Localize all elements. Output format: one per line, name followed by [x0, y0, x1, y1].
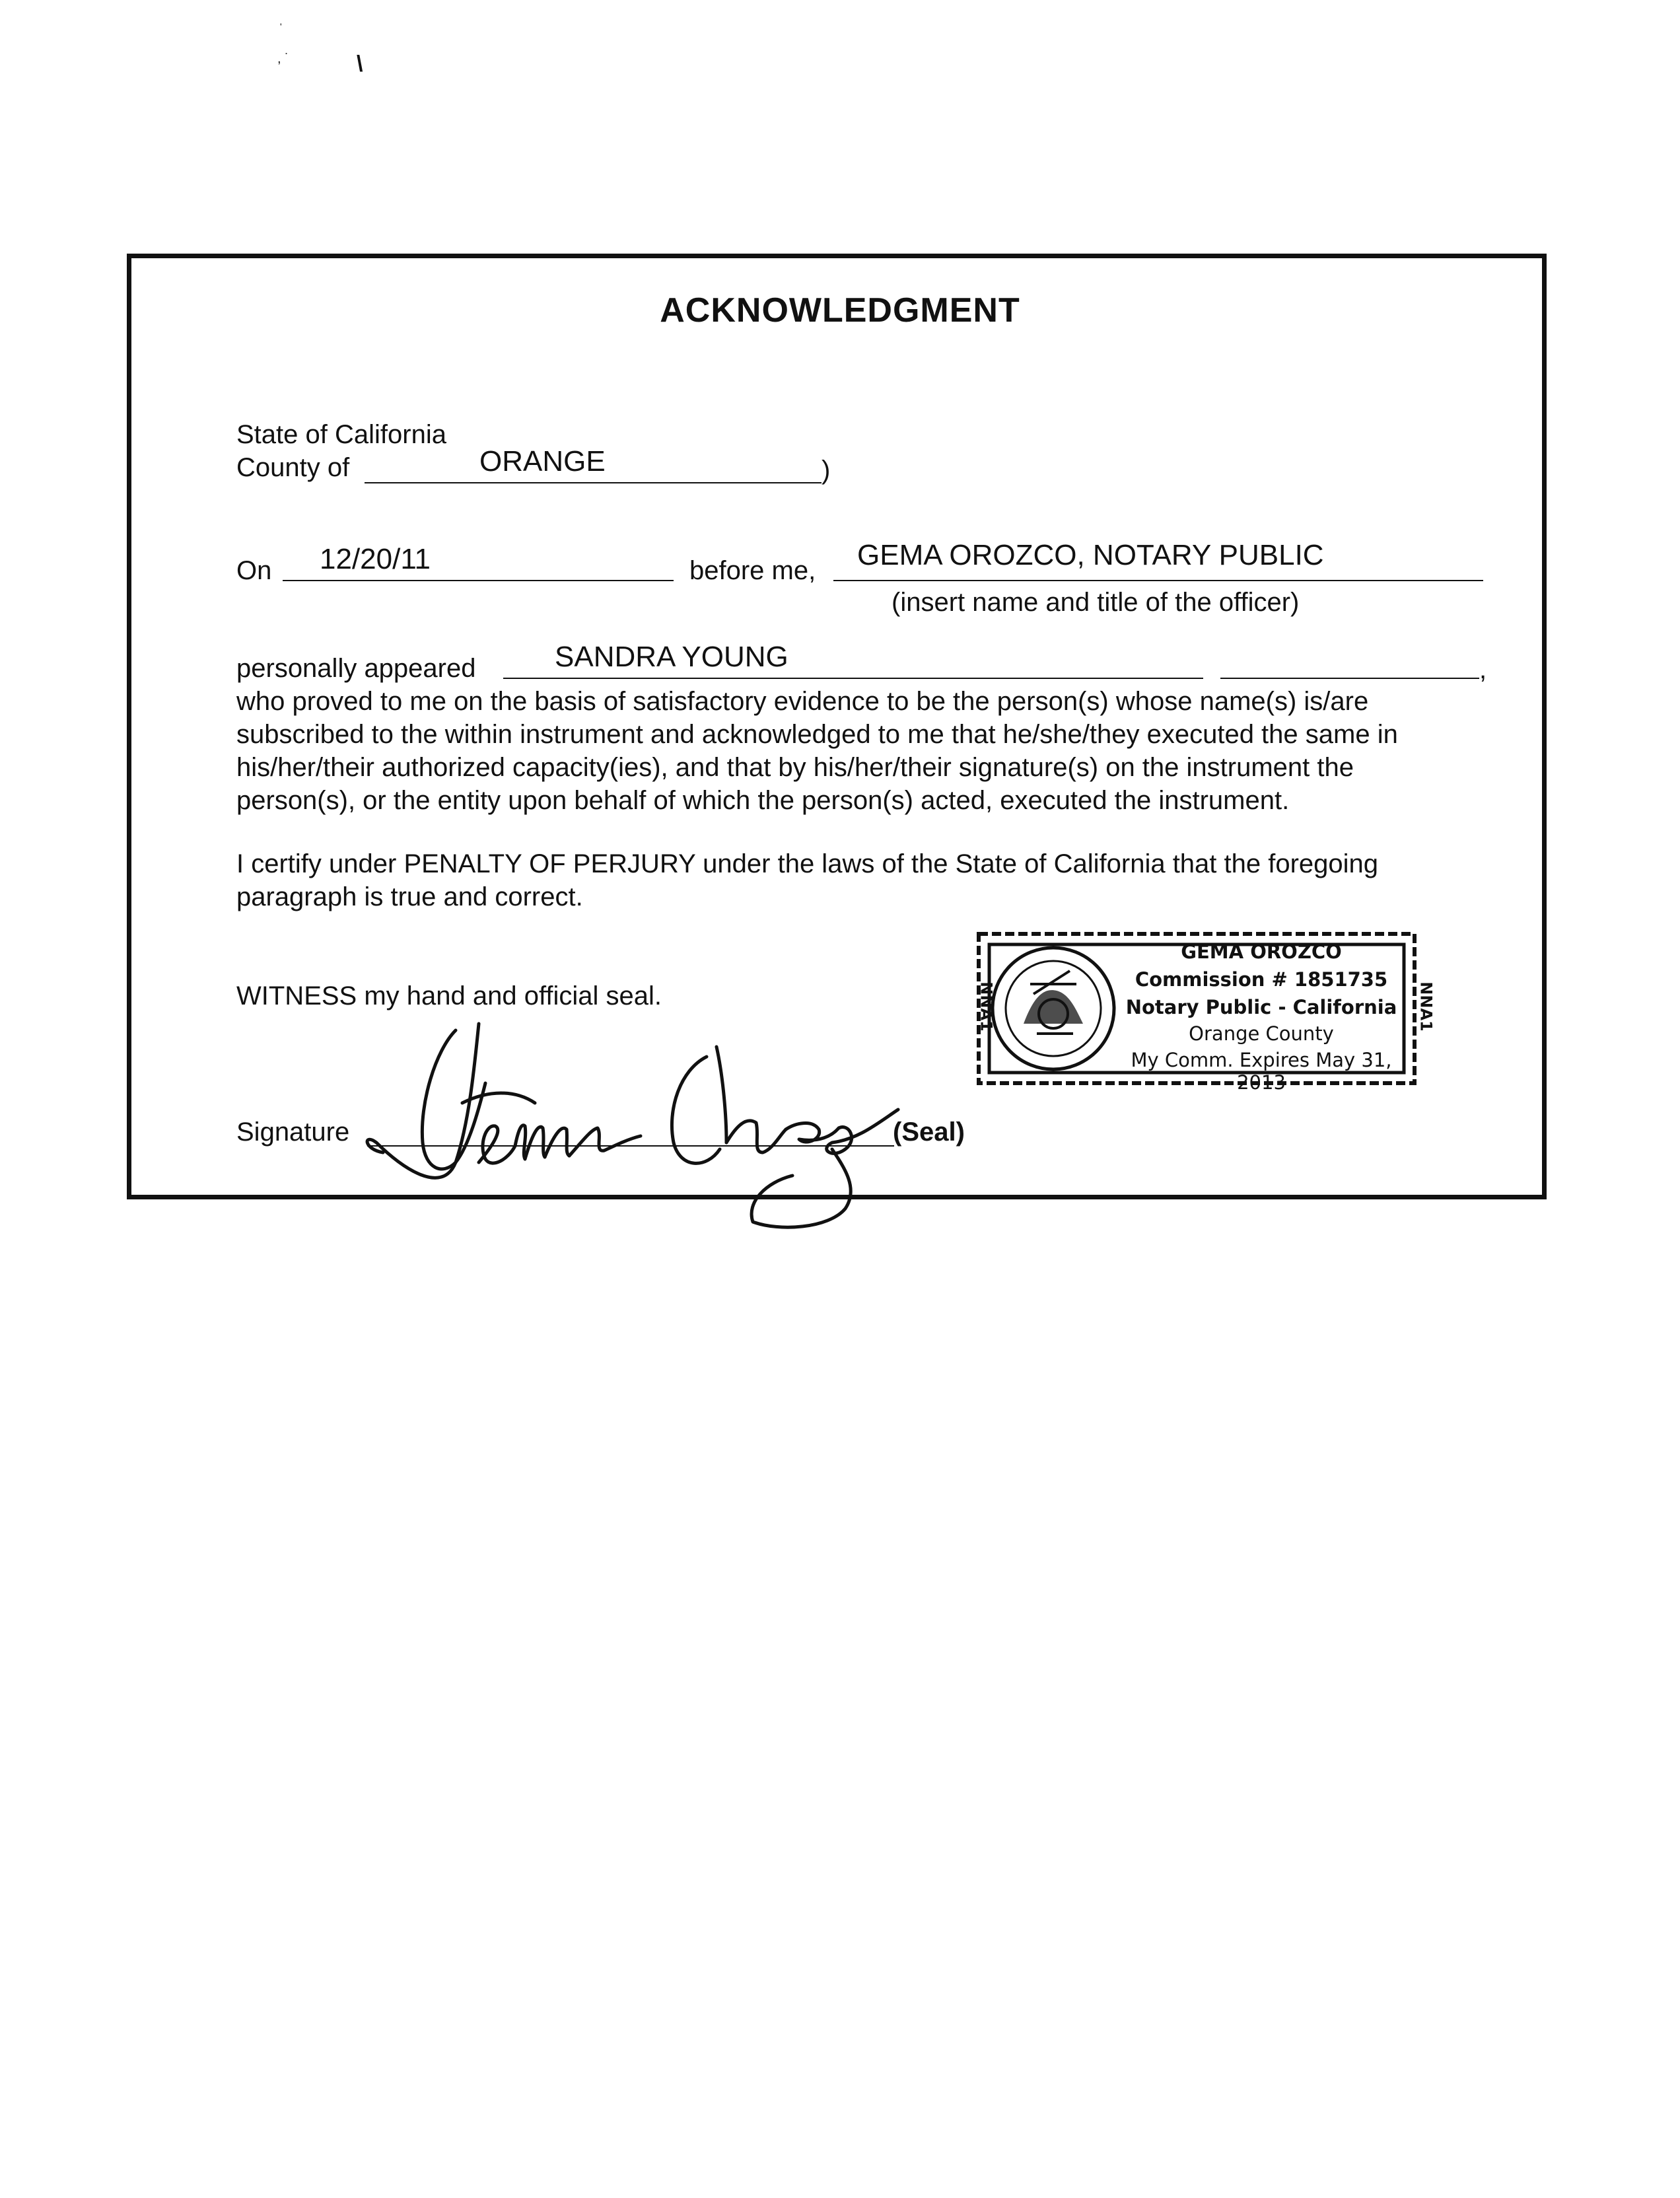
paragraph-1-line: his/her/their authorized capacity(ies), and that by his/her/their signature(s) on the instrument the — [236, 753, 1354, 782]
seal-county: Orange County — [1189, 1022, 1334, 1045]
seal-label: (Seal) — [893, 1117, 965, 1147]
county-value: ORANGE — [479, 445, 606, 478]
signature-label: Signature — [236, 1117, 350, 1147]
seal-commission: Commission # 1851735 — [1135, 968, 1388, 991]
seal-side-mark-left: NNA1 — [977, 981, 996, 1032]
county-close-paren: ) — [822, 456, 831, 485]
seal-side-mark-right: NNA1 — [1417, 981, 1436, 1032]
state-line: State of California — [236, 420, 446, 449]
county-label: County of — [236, 453, 350, 482]
paragraph-2-line: paragraph is true and correct. — [236, 882, 583, 911]
scan-speck: ' — [280, 21, 282, 32]
appeared-fill-line-2 — [1220, 678, 1479, 679]
officer-value: GEMA OROZCO, NOTARY PUBLIC — [857, 539, 1324, 571]
before-me-label: before me, — [689, 556, 816, 585]
witness-line: WITNESS my hand and official seal. — [236, 981, 662, 1010]
on-label: On — [236, 556, 272, 585]
scan-speck: , ˙ — [277, 52, 289, 66]
paragraph-1-line: subscribed to the within instrument and acknowledged to me that he/she/they executed the same in — [236, 720, 1398, 749]
officer-fill-line — [833, 580, 1483, 581]
date-fill-line — [283, 580, 674, 581]
seal-expires: My Comm. Expires May 31, 2013 — [1131, 1049, 1392, 1094]
notary-seal — [971, 925, 1436, 1094]
appeared-fill-line — [503, 678, 1203, 679]
appeared-label: personally appeared — [236, 654, 476, 683]
seal-title: Notary Public - California — [1125, 996, 1397, 1018]
seal-name: GEMA OROZCO — [1181, 940, 1342, 963]
paragraph-1-line: person(s), or the entity upon behalf of which the person(s) acted, executed the instrument. — [236, 786, 1290, 815]
scan-speck: \ — [357, 52, 363, 77]
handwritten-signature — [357, 1010, 925, 1235]
date-value: 12/20/11 — [320, 543, 431, 575]
paragraph-2-line: I certify under PENALTY OF PERJURY under the laws of the State of California that the foregoing — [236, 849, 1379, 878]
appeared-value: SANDRA YOUNG — [555, 641, 788, 673]
appeared-comma: , — [1479, 655, 1487, 684]
county-fill-line — [365, 482, 822, 483]
officer-caption: (insert name and title of the officer) — [892, 588, 1300, 617]
document-title: ACKNOWLEDGMENT — [660, 291, 1020, 330]
paragraph-1-line: who proved to me on the basis of satisfactory evidence to be the person(s) whose name(s) is/are — [236, 687, 1369, 716]
